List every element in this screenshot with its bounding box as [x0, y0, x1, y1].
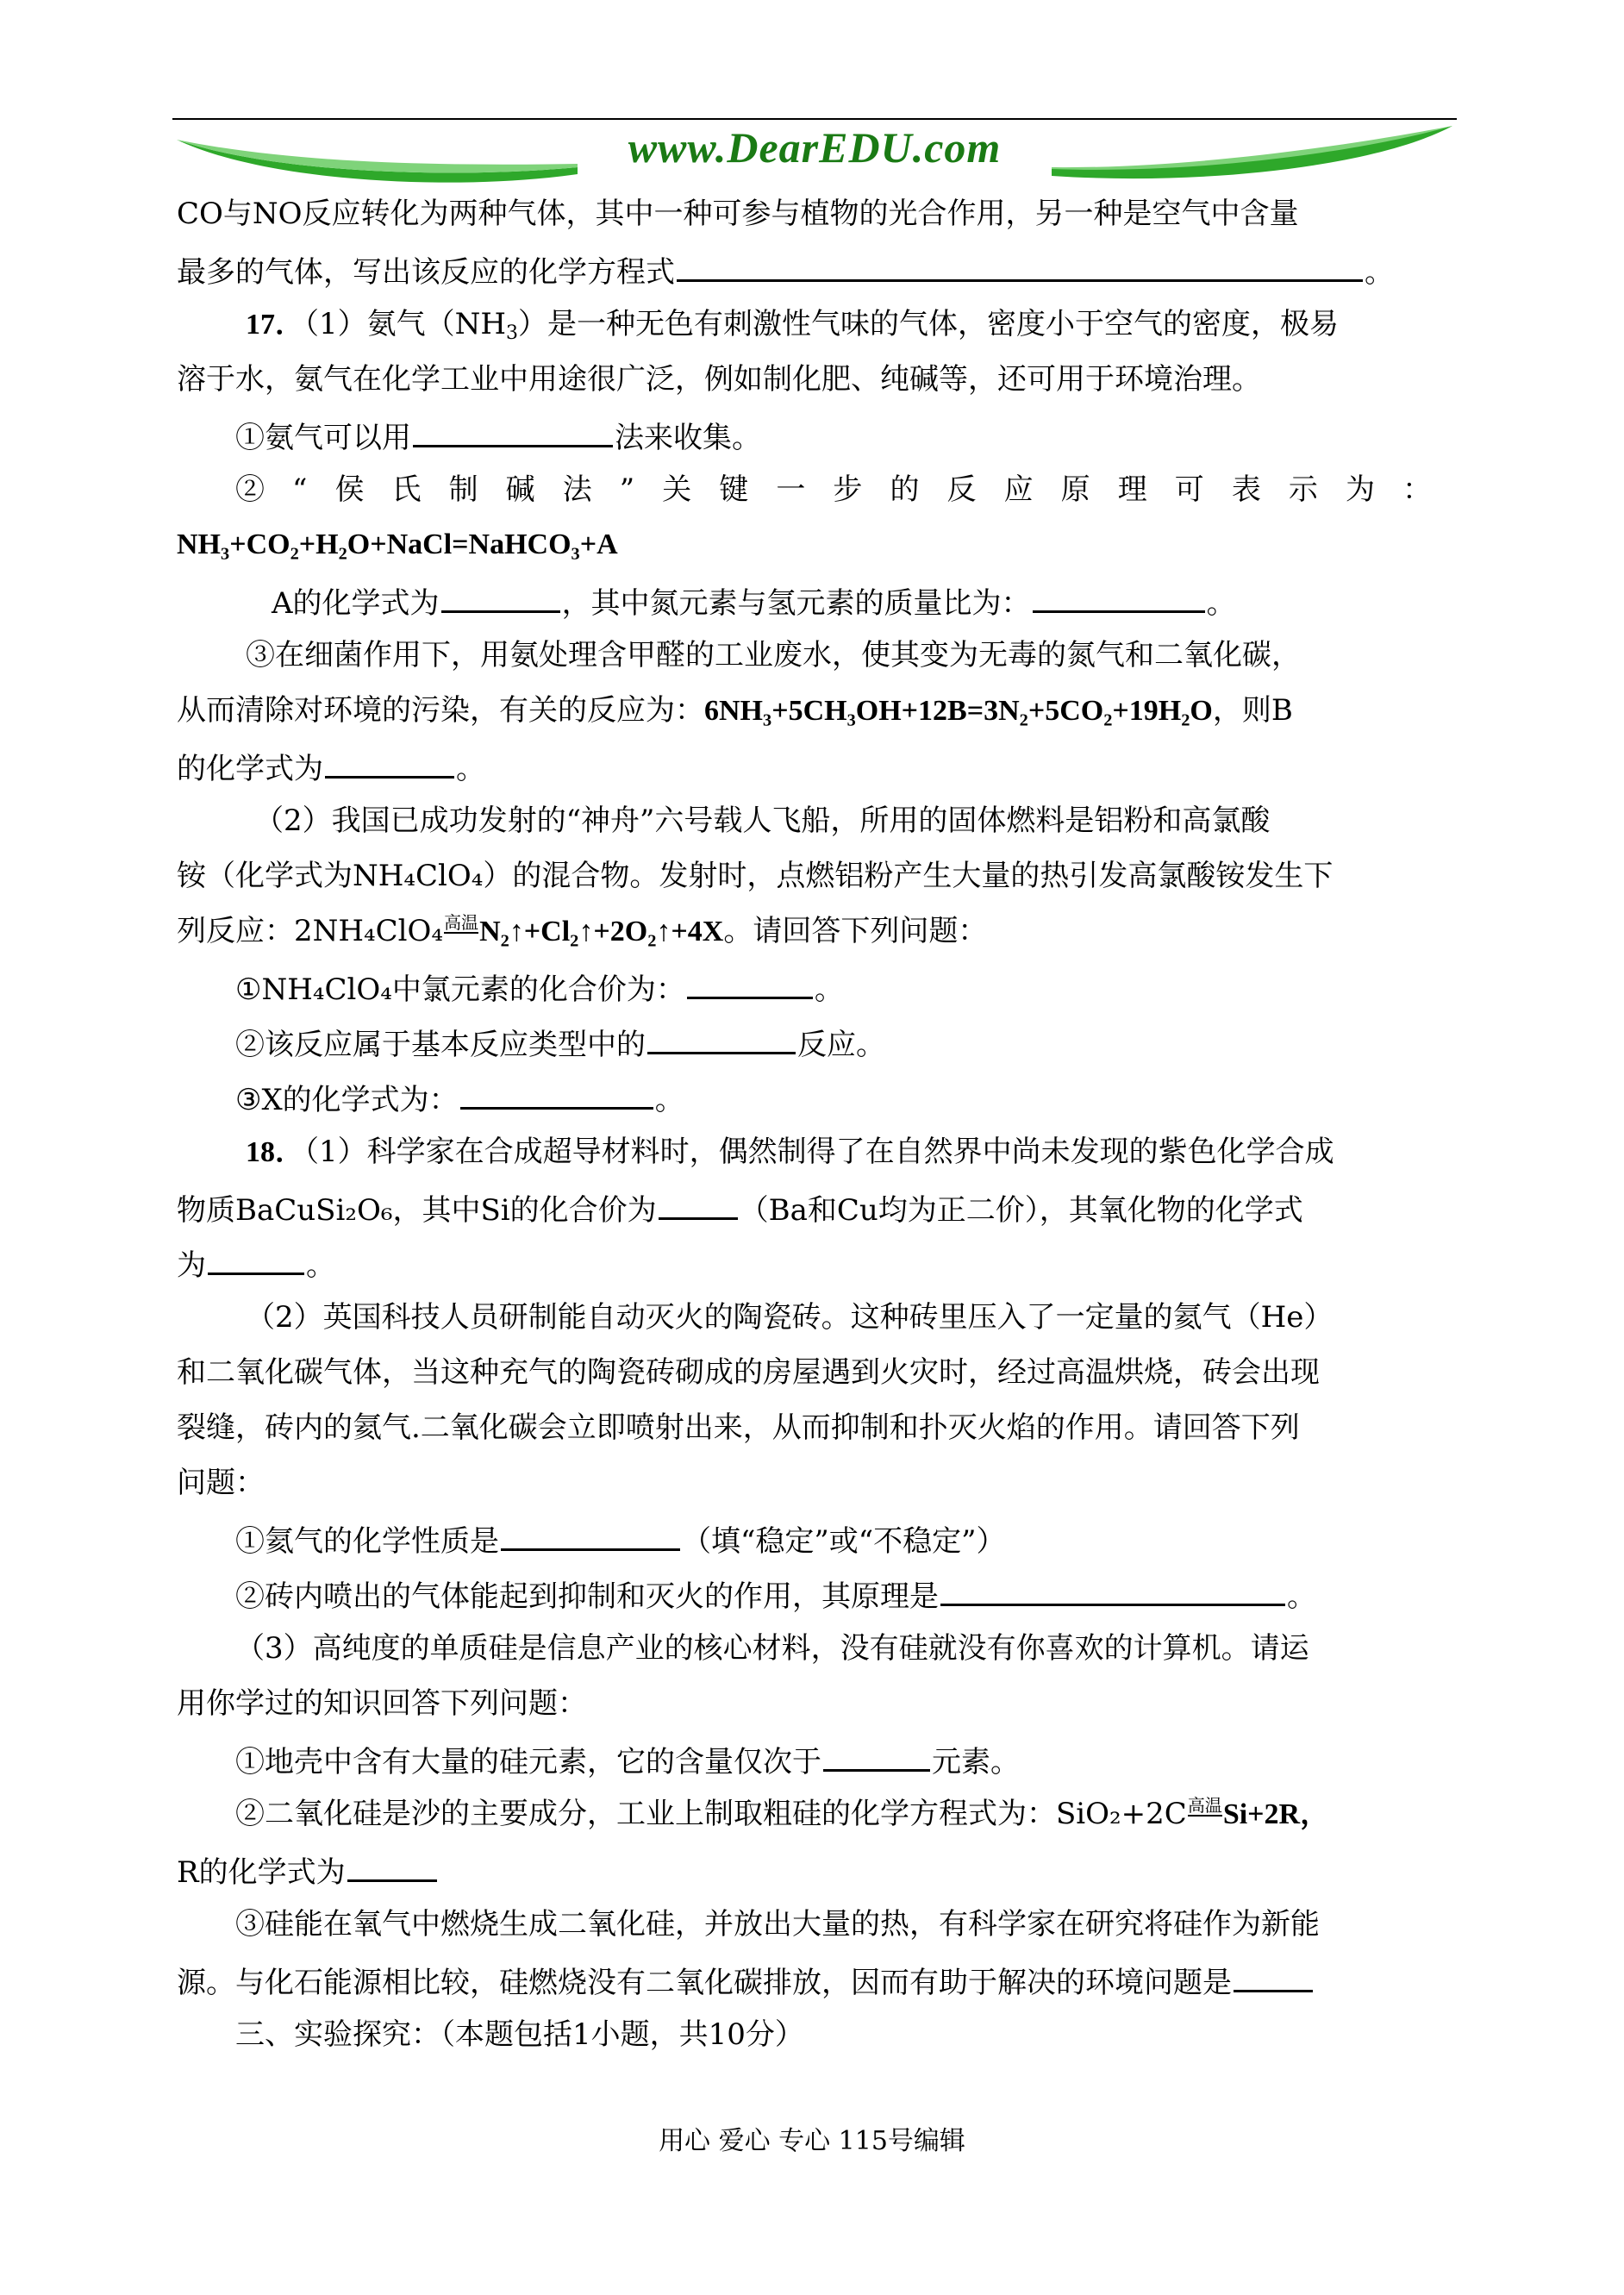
line-text: R的化学式为 — [177, 1855, 346, 1890]
text-line: 17．（1）氨气$(NH_3)$是一种无色有刺激性气味的气体，密度小于空气的密度，极易 — [246, 307, 1340, 344]
line-text: （1）氨气（NH — [304, 307, 507, 341]
line-text: ，其中氮元素与氢元素的质量比为： — [561, 586, 1031, 621]
line-text: 法来收集。 — [615, 421, 761, 455]
line-text: 。请回答下列问题： — [723, 914, 988, 948]
answer-blank[interactable] — [677, 241, 1363, 282]
line-text: （填“稳定”或“不稳定”） — [682, 1524, 1006, 1559]
header-banner — [172, 114, 1457, 190]
equation-text: N₂↑+Cl₂↑+2O₂↑+4X — [479, 916, 724, 947]
text-line: 用你学过的知识回答下列问题： — [177, 1686, 587, 1721]
equation-text: 6NH₃+5CH₃OH+12B=3N₂+5CO₂+19H₂O — [704, 695, 1213, 727]
answer-blank[interactable] — [441, 572, 560, 613]
section-heading: 三、实验探究：（本题包括1小题，共10分） — [235, 2017, 804, 2052]
line-text: ，则B — [1212, 693, 1293, 728]
text-line: ③硅能在氧气中燃烧生成二氧化硅，并放出大量的热，有科学家在研究将硅作为新能 — [235, 1907, 1320, 1942]
text-line — [177, 241, 1454, 297]
answer-blank[interactable] — [687, 959, 813, 999]
line-text: 。 — [306, 1248, 335, 1283]
line-text: 物质BaCuSi₂O₆，其中Si的化合价为 — [177, 1193, 657, 1228]
text-line: ③在细菌作用下，用氨处理含甲醛的工业废水，使其变为无毒的氮气和二氧化碳， — [246, 638, 1301, 672]
text-line — [177, 1566, 1454, 1621]
line-text: （Ba和Cu均为正二价），其氧化物的化学式 — [739, 1193, 1303, 1228]
text-line — [177, 904, 1454, 959]
text-line — [177, 572, 1454, 628]
line-text: 反应。 — [797, 1028, 885, 1062]
line-text: 。 — [814, 972, 844, 1007]
line-text: ①氨气可以用 — [235, 421, 411, 455]
answer-blank[interactable] — [325, 738, 454, 779]
text-line — [177, 1786, 1454, 1842]
answer-blank[interactable] — [940, 1566, 1285, 1606]
text-line — [177, 186, 1454, 241]
reaction-condition: 高温 — [1187, 1795, 1222, 1816]
text-line — [177, 1179, 1454, 1235]
answer-blank[interactable] — [208, 1235, 304, 1275]
line-text: ）是一种无色有刺激性气味的气体，密度小于空气的密度，极易 — [518, 307, 1340, 341]
text-line: （3）高纯度的单质硅是信息产业的核心材料，没有硅就没有你喜欢的计算机。请运 — [235, 1631, 1309, 1666]
text-line: NH₃+CO₂+H₂O+NaCl=NaHCO₃+A — [177, 528, 618, 560]
text-line — [177, 1124, 1454, 1179]
equation-text: Si+2R， — [1222, 1798, 1330, 1830]
text-line — [177, 1842, 1454, 1897]
line-text: ②二氧化硅是沙的主要成分，工业上制取粗硅的化学方程式为：SiO₂+2C — [235, 1797, 1187, 1831]
text-line — [177, 738, 1454, 793]
text-line: ②“侯氏制碱法”关键一步的反应原理可表示为： — [235, 472, 1454, 507]
reaction-condition: 高温 — [444, 912, 479, 933]
line-text: 元素。 — [932, 1745, 1020, 1779]
answer-blank[interactable] — [1234, 1952, 1313, 1992]
text-line: 铵（化学式为NH₄ClO₄）的混合物。发射时，点燃铝粉产生大量的热引发高氯酸铵发生下 — [177, 859, 1334, 893]
line-text: 。 — [1287, 1579, 1316, 1614]
line-text: 。 — [1206, 586, 1236, 621]
text-line — [177, 1952, 1454, 2007]
question-content — [177, 186, 1454, 2062]
text-line — [177, 1510, 1454, 1566]
line-text: ②该反应属于基本反应类型中的 — [235, 1028, 646, 1062]
text-line — [177, 1731, 1454, 1786]
text-line: 和二氧化碳气体，当这种充气的陶瓷砖砌成的房屋遇到火灾时，经过高温烘烧，砖会出现 — [177, 1355, 1320, 1390]
logo-text: www.DearEDU.com — [628, 123, 1002, 172]
line-text: 最多的气体，写出该反应的化学方程式 — [177, 255, 675, 290]
text-line — [177, 1235, 1454, 1290]
answer-blank[interactable] — [501, 1510, 680, 1551]
text-line — [177, 352, 1454, 407]
answer-blank[interactable] — [823, 1731, 930, 1772]
text-line: 裂缝，砖内的氦气.二氧化碳会立即喷射出来，从而抑制和扑灭火焰的作用。请回答下列 — [177, 1410, 1300, 1445]
question-number: 17． — [246, 309, 304, 341]
text-line: （2）我国已成功发射的“神舟”六号载人飞船，所用的固体燃料是铝粉和高氯酸 — [254, 804, 1271, 838]
line-text: 。 — [1365, 255, 1394, 290]
line-text: ③X的化学式为： — [235, 1083, 459, 1117]
line-text: ①NH₄ClO₄中氯元素的化合价为： — [235, 972, 685, 1007]
line-text: 的化学式为 — [177, 752, 323, 786]
answer-blank[interactable] — [659, 1179, 738, 1220]
answer-blank[interactable] — [347, 1842, 437, 1882]
line-text: 从而清除对环境的污染，有关的反应为： — [177, 693, 704, 728]
line-text: ①氦气的化学性质是 — [235, 1524, 499, 1559]
line-text: 溶于水，氨气在化学工业中用途很广泛，例如制化肥、纯碱等，还可用于环境治理。 — [177, 362, 1261, 397]
text-line: 问题： — [177, 1466, 265, 1500]
text-line — [177, 407, 1454, 462]
line-text: 为 — [177, 1248, 206, 1283]
answer-blank[interactable] — [413, 407, 613, 447]
page-footer: 用心 爱心 专心 115号编辑 — [659, 2126, 965, 2156]
line-text: A的化学式为 — [272, 586, 440, 621]
line-text: 。 — [456, 752, 485, 786]
line-text: （1）科学家在合成超导材料时，偶然制得了在自然界中尚未发现的紫色化学合成 — [304, 1135, 1334, 1169]
text-line: （2）英国科技人员研制能自动灭火的陶瓷砖。这种砖里压入了一定量的氦气（He） — [246, 1300, 1334, 1335]
answer-blank[interactable] — [460, 1069, 653, 1110]
text-line — [177, 1069, 1454, 1124]
line-text: ①地壳中含有大量的硅元素，它的含量仅次于 — [235, 1745, 821, 1779]
question-number: 18． — [246, 1136, 304, 1168]
answer-blank[interactable] — [647, 1014, 796, 1054]
line-text: 列反应：2NH₄ClO₄ — [177, 914, 444, 948]
line-text: CO与NO反应转化为两种气体，其中一种可参与植物的光合作用，另一种是空气中含量 — [177, 197, 1299, 231]
text-line — [177, 959, 1454, 1014]
text-line — [177, 683, 1454, 738]
line-text: 。 — [654, 1083, 684, 1117]
line-text: 源。与化石能源相比较，硅燃烧没有二氧化碳排放，因而有助于解决的环境问题是 — [177, 1966, 1232, 2000]
line-text: ②砖内喷出的气体能起到抑制和灭火的作用，其原理是 — [235, 1579, 939, 1614]
text-line — [177, 1014, 1454, 1069]
answer-blank[interactable] — [1033, 572, 1205, 613]
